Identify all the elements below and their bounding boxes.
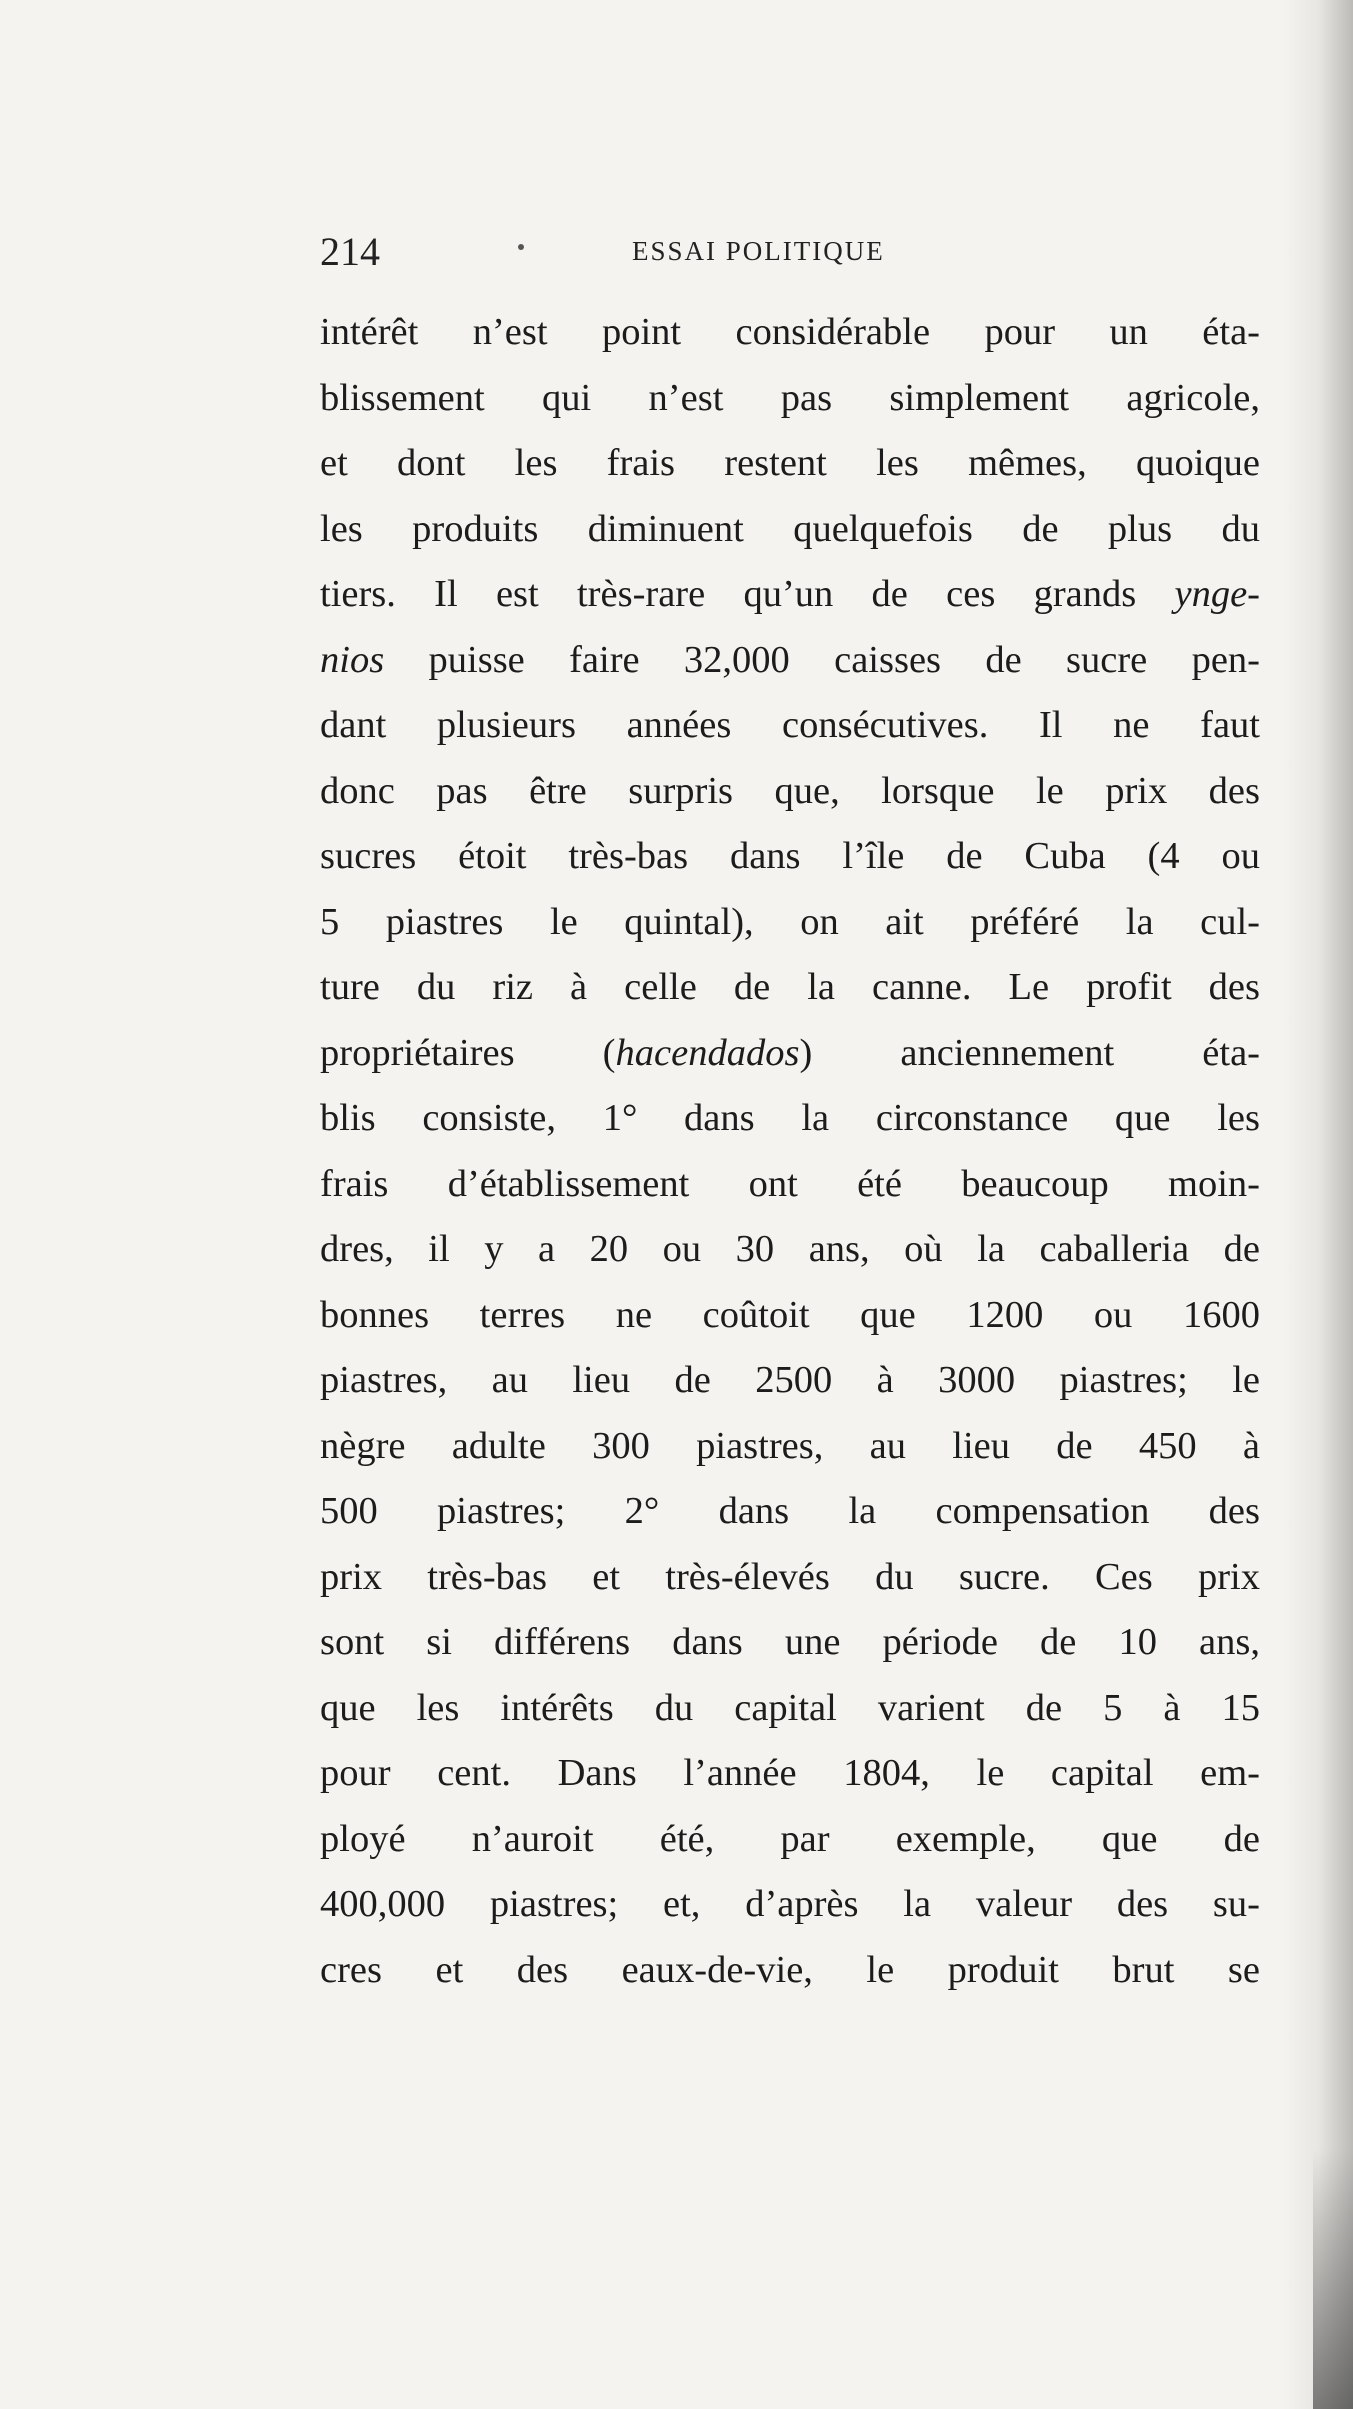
text-run: puisse faire 32,000 caisses de sucre pen- [384,638,1260,681]
italic-text: hacendados [615,1031,800,1074]
text-run: 400,000 piastres; et, d’après la valeur des su- [320,1883,1260,1925]
italic-text: ynge- [1174,573,1260,615]
page-header [320,228,1260,288]
text-line-content [320,442,1260,484]
text-line-content [320,1228,1260,1270]
text-line [320,1938,1260,2004]
text-line-content [320,1097,1260,1139]
text-run: ture du riz à celle de la canne. Le profit des [320,966,1260,1008]
text-run: tiers. Il est très-rare qu’un de ces grands [320,573,1175,615]
text-line [320,497,1260,563]
text-line-content [320,1425,1260,1467]
text-run: cres et des eaux-de-vie, le produit brut se [320,1948,1260,1991]
text-line-content [320,1621,1260,1663]
text-line [320,693,1260,759]
text-line [320,890,1260,956]
text-line-content [320,835,1260,877]
text-run: sucres étoit très-bas dans l’île de Cuba (4 ou [320,835,1260,877]
text-run: donc pas être surpris que, lorsque le prix des [320,769,1260,812]
text-line-content [320,901,1260,943]
text-run: ) anciennement éta- [799,1031,1260,1074]
text-line-content [320,1556,1260,1598]
text-line [320,1676,1260,1742]
running-title: ESSAI POLITIQUE [632,236,885,266]
text-run: dant plusieurs années consécutives. Il ne faut [320,704,1260,746]
text-line [320,628,1260,694]
text-line-content [320,377,1260,419]
text-line-content [320,1818,1260,1860]
text-run: piastres, au lieu de 2500 à 3000 piastres; le [320,1359,1260,1401]
text-line [320,562,1260,628]
text-run: les produits diminuent quelquefois de plus du [320,507,1260,550]
text-line-content [320,1294,1260,1336]
text-run: 500 piastres; 2° dans la compensation des [320,1490,1260,1532]
text-run: pour cent. Dans l’année 1804, le capital em- [320,1752,1260,1794]
text-run: 5 piastres le quintal), on ait préféré la cul- [320,900,1260,943]
page-edge-shadow [1283,0,1353,2409]
text-line [320,955,1260,1021]
text-run: frais d’établissement ont été beaucoup moin- [320,1162,1260,1205]
text-line [320,1807,1260,1873]
body-text [320,300,1260,2003]
text-run: prix très-bas et très-élevés du sucre. Ces prix [320,1555,1260,1598]
text-line-content [320,1032,1260,1074]
text-run: nègre adulte 300 piastres, au lieu de 450 à [320,1424,1260,1467]
text-line-content [320,1687,1260,1729]
text-line [320,1741,1260,1807]
text-line [320,1021,1260,1087]
text-line-content [320,1949,1260,1991]
text-line-content [320,1490,1260,1532]
text-line-content [320,639,1260,681]
text-line [320,1283,1260,1349]
text-line [320,431,1260,497]
text-line-content [320,1163,1260,1205]
text-line [320,1610,1260,1676]
text-line [320,1479,1260,1545]
page-corner-shadow [1313,2149,1353,2409]
text-line-content [320,1359,1260,1401]
text-line-content [320,311,1260,353]
text-run: sont si différens dans une période de 10 ans, [320,1621,1260,1663]
text-line-content [320,1752,1260,1794]
text-line-content [320,573,1260,615]
text-run: et dont les frais restent les mêmes, quoique [320,442,1260,484]
text-line [320,1545,1260,1611]
text-line [320,1086,1260,1152]
text-line [320,366,1260,432]
text-line [320,759,1260,825]
text-run: propriétaires ( [320,1031,616,1074]
header-dot [518,244,524,250]
text-run: blis consiste, 1° dans la circonstance que les [320,1097,1260,1139]
text-line [320,1217,1260,1283]
page-number: 214 [320,229,380,274]
text-run: blissement qui n’est pas simplement agricole, [320,376,1260,419]
text-run: dres, il y a 20 ou 30 ans, où la caballeria de [320,1228,1260,1270]
text-line-content [320,704,1260,746]
text-line-content [320,1883,1260,1925]
text-line [320,1348,1260,1414]
text-line-content [320,966,1260,1008]
text-line [320,1414,1260,1480]
text-run: que les intérêts du capital varient de 5 à 15 [320,1686,1260,1729]
text-line-content [320,770,1260,812]
text-run: bonnes terres ne coûtoit que 1200 ou 1600 [320,1293,1260,1336]
text-run: intérêt n’est point considérable pour un éta- [320,311,1260,353]
text-line [320,300,1260,366]
text-line [320,1872,1260,1938]
text-run: ployé n’auroit été, par exemple, que de [320,1817,1260,1860]
italic-text: nios [320,638,385,681]
text-line [320,1152,1260,1218]
text-line-content [320,508,1260,550]
text-line [320,824,1260,890]
